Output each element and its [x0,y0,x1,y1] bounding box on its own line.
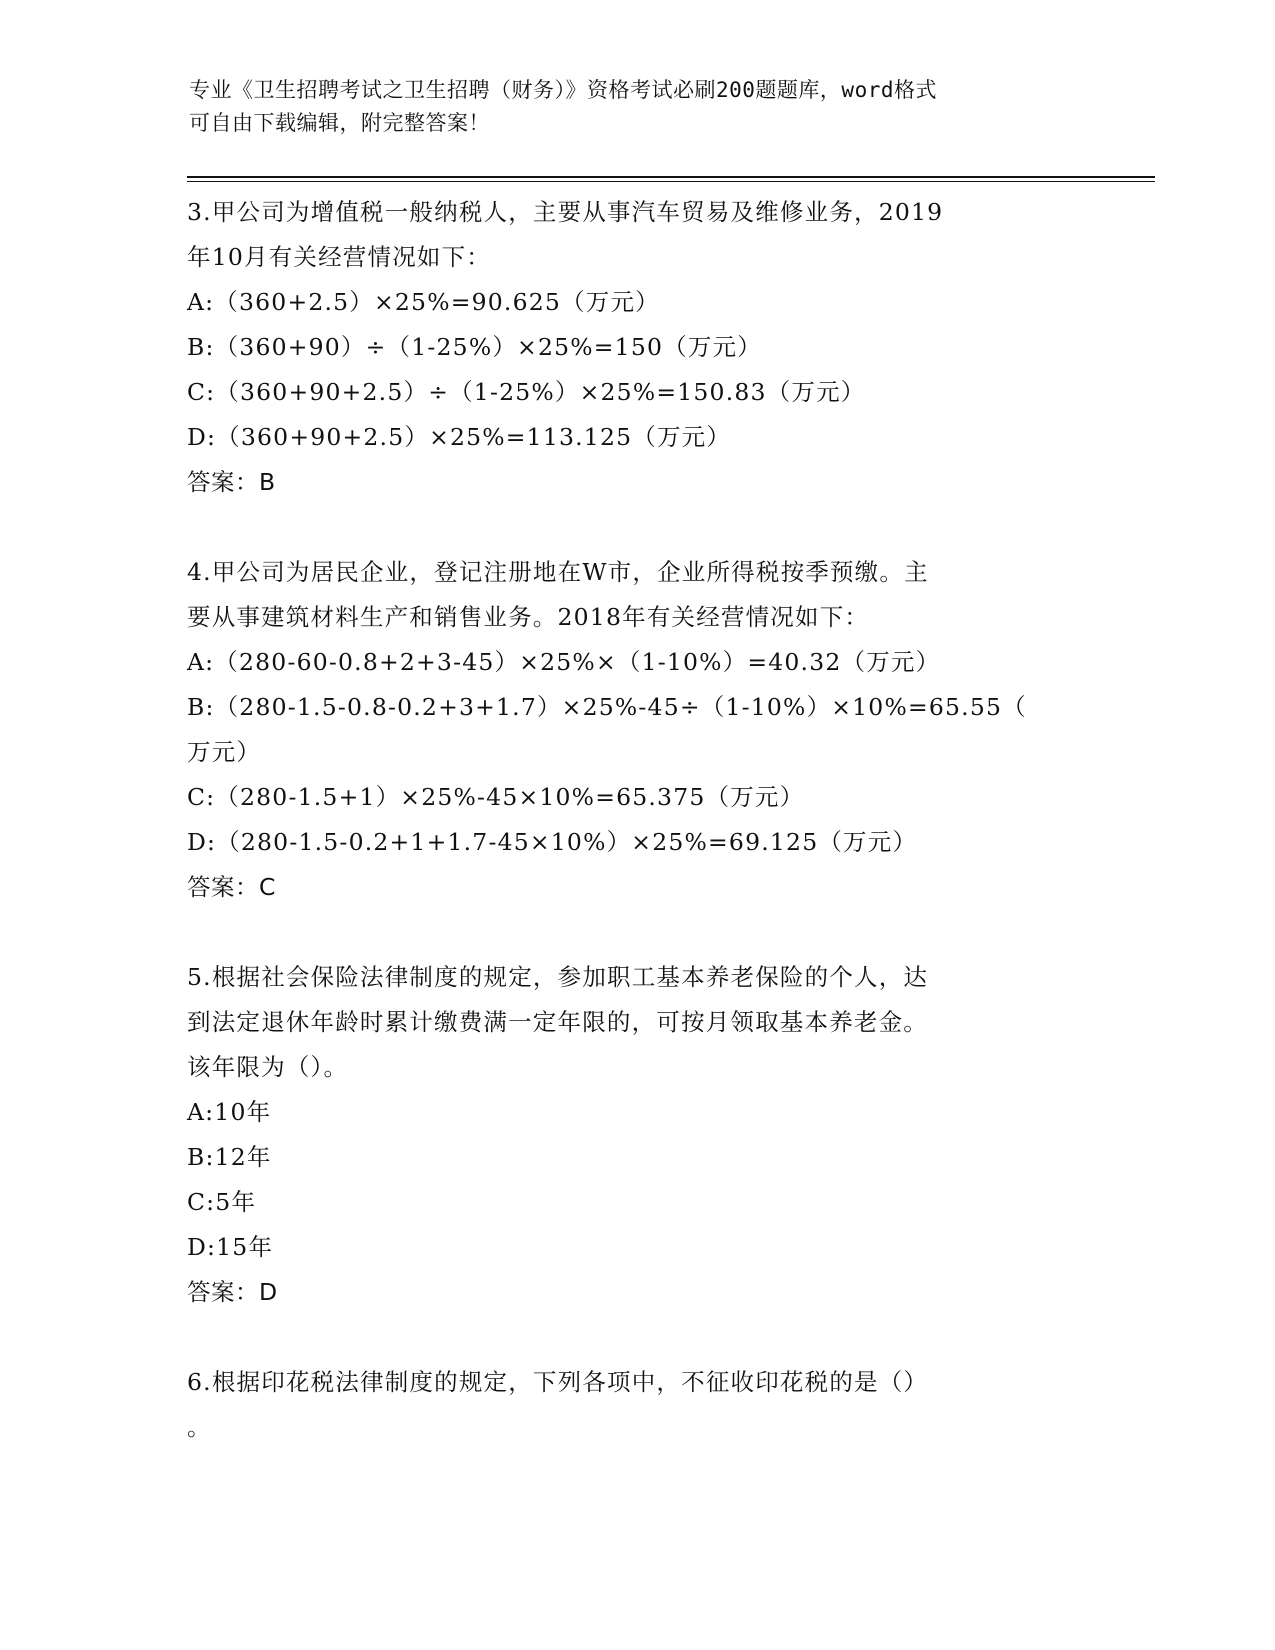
question-list [187,190,1087,1495]
option-c: C:（280-1.5+1）×25%-45×10%=65.375（万元） [187,783,805,811]
option-b: B:（360+90）÷（1-25%）×25%=150（万元） [187,333,762,361]
header-divider-thin [187,181,1155,182]
answer-label: 答案：C [187,873,276,901]
header-divider-thick [187,176,1155,178]
question-stem-line: 该年限为（）。 [187,1053,349,1081]
question-4 [187,550,1087,910]
question-stem-line: 要从事建筑材料生产和销售业务。2018年有关经营情况如下： [187,603,870,631]
option-a: A:（360+2.5）×25%=90.625（万元） [187,288,660,316]
option-c: C:5年 [187,1188,257,1216]
answer-label: 答案：D [187,1278,278,1306]
option-b: B:（280-1.5-0.8-0.2+3+1.7）×25%-45÷（1-10%）×10%=65.55（ [187,693,1027,721]
document-header [189,74,1069,140]
question-stem-line: 6.根据印花税法律制度的规定，下列各项中，不征收印花税的是（） [187,1368,929,1396]
header-line-2: 可自由下载编辑，附完整答案！ [189,111,490,135]
question-stem-line: 年10月有关经营情况如下： [187,243,492,271]
option-b: B:12年 [187,1143,272,1171]
option-a: A:（280-60-0.8+2+3-45）×25%×（1-10%）=40.32（万元） [187,648,941,676]
header-line-1: 专业《卫生招聘考试之卫生招聘（财务）》资格考试必刷200题题库，word格式 [189,78,937,102]
option-d: D:（360+90+2.5）×25%=113.125（万元） [187,423,732,451]
option-d: D:15年 [187,1233,274,1261]
question-stem-line: 。 [187,1413,212,1441]
option-a: A:10年 [187,1098,272,1126]
question-stem-line: 到法定退休年龄时累计缴费满一定年限的，可按月领取基本养老金。 [187,1008,928,1036]
question-3 [187,190,1087,505]
question-5 [187,955,1087,1315]
question-stem-line: 5.根据社会保险法律制度的规定，参加职工基本养老保险的个人，达 [187,963,929,991]
question-stem-line: 3.甲公司为增值税一般纳税人，主要从事汽车贸易及维修业务，2019 [187,198,944,226]
question-6 [187,1360,1087,1450]
option-b-continuation: 万元） [187,738,262,766]
answer-label: 答案：B [187,468,276,496]
option-c: C:（360+90+2.5）÷（1-25%）×25%=150.83（万元） [187,378,866,406]
option-d: D:（280-1.5-0.2+1+1.7-45×10%）×25%=69.125（万元） [187,828,918,856]
question-stem-line: 4.甲公司为居民企业，登记注册地在W市，企业所得税按季预缴。主 [187,558,929,586]
